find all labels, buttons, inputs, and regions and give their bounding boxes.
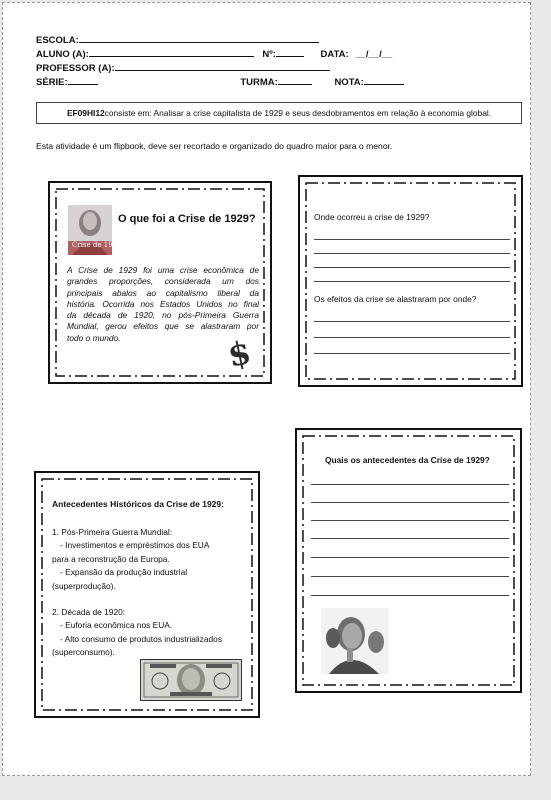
card4-line: - Expansão da produção industrial [60, 567, 188, 578]
aluno-row [36, 48, 392, 60]
card4-line: - Investimentos e empréstimos dos EUA [60, 540, 210, 551]
card4-body [52, 526, 222, 660]
numero-blank[interactable] [276, 48, 304, 57]
card-what-was-crisis [48, 181, 272, 384]
card3-title: Quais os antecedentes da Crise de 1929? [325, 455, 490, 465]
answer-line[interactable] [314, 239, 510, 240]
dollar-bill-icon [140, 659, 242, 701]
answer-line[interactable] [311, 520, 509, 521]
serie-label: SÉRIE: [36, 77, 68, 88]
professor-label: PROFESSOR (A): [36, 63, 115, 74]
card1-line: da década de 1920, no pós-Primeira Guerra [67, 310, 259, 321]
card4-line: - Euforia econômica nos EUA. [60, 620, 173, 631]
crisis-photo-icon [68, 205, 122, 255]
card4-line: para a reconstrução da Europa. [52, 553, 170, 564]
aluno-label: ALUNO (A): [36, 49, 89, 60]
answer-line[interactable] [311, 502, 509, 503]
question-effects: Os efeitos da crise se alastraram por onde? [314, 294, 477, 304]
nota-blank[interactable] [364, 76, 404, 85]
answer-line[interactable] [314, 321, 510, 322]
objective-text: consiste em: Analisar a crise capitalista de 1929 e seus desdobramentos em relação à economia global. [104, 108, 492, 118]
card4-line: 1. Pós-Primeira Guerra Mundial: [52, 527, 173, 537]
card-where-crisis [298, 175, 523, 387]
aluno-blank[interactable] [89, 48, 254, 57]
card4-line: 2. Década de 1920: [52, 607, 126, 618]
serie-blank[interactable] [68, 76, 98, 85]
answer-line[interactable] [311, 557, 509, 558]
numero-label: Nº: [262, 49, 276, 60]
professor-blank[interactable] [115, 62, 330, 71]
turma-blank[interactable] [278, 76, 312, 85]
escola-row [36, 34, 319, 46]
answer-line[interactable] [314, 267, 510, 268]
escola-blank[interactable] [79, 34, 319, 43]
answer-line[interactable] [314, 281, 510, 282]
svg-text:$: $ [224, 335, 254, 371]
card4-line: (superprodução). [52, 580, 116, 591]
answer-line[interactable] [311, 484, 509, 485]
answer-line[interactable] [311, 576, 509, 577]
card1-line: Mundial, gerou efeitos que se alastraram por [67, 321, 259, 332]
answer-line[interactable] [311, 595, 509, 596]
worksheet-page [2, 2, 531, 776]
card4-line: - Alto consumo de produtos industrializados [60, 633, 223, 644]
card1-line: grandes proporções, considerada um dos [67, 276, 259, 287]
card-antecedents-question [295, 428, 522, 693]
question-where: Onde ocorreu a crise de 1929? [314, 212, 430, 222]
professor-row [36, 62, 330, 74]
turma-label: TURMA: [240, 77, 278, 88]
escola-label: ESCOLA: [36, 35, 79, 46]
migrant-mother-photo-icon [321, 608, 389, 674]
objective-box [36, 102, 522, 124]
data-label: DATA: [320, 49, 349, 60]
card1-title: O que foi a Crise de 1929? [118, 213, 256, 225]
crisis-photo-caption: Crise de 1929 [72, 241, 122, 249]
nota-label: NOTA: [334, 77, 364, 88]
card-historical-antecedents [34, 471, 260, 718]
answer-line[interactable] [314, 353, 510, 354]
answer-line[interactable] [311, 538, 509, 539]
card1-line: história. Ocorrida nos Estados Unidos no final [67, 298, 259, 309]
card1-line: todo o mundo. [67, 332, 121, 343]
serie-row [36, 76, 404, 88]
data-value[interactable]: __/__/__ [355, 49, 393, 60]
objective-code: EF09HI12 [66, 108, 105, 118]
dollar-sign-icon [222, 335, 254, 371]
card4-line: (superconsumo). [52, 647, 115, 658]
card4-title: Antecedentes Históricos da Crise de 1929: [52, 499, 224, 509]
card1-line: principais abalos ao capitalismo liberal da [67, 287, 259, 298]
answer-line[interactable] [314, 337, 510, 338]
card1-body [67, 265, 259, 344]
intro-text: Esta atividade é um flipbook, deve ser recortado e organizado do quadro maior para o menor. [36, 141, 393, 151]
card1-line: A Crise de 1929 foi uma crise econômica de [67, 265, 259, 275]
answer-line[interactable] [314, 253, 510, 254]
